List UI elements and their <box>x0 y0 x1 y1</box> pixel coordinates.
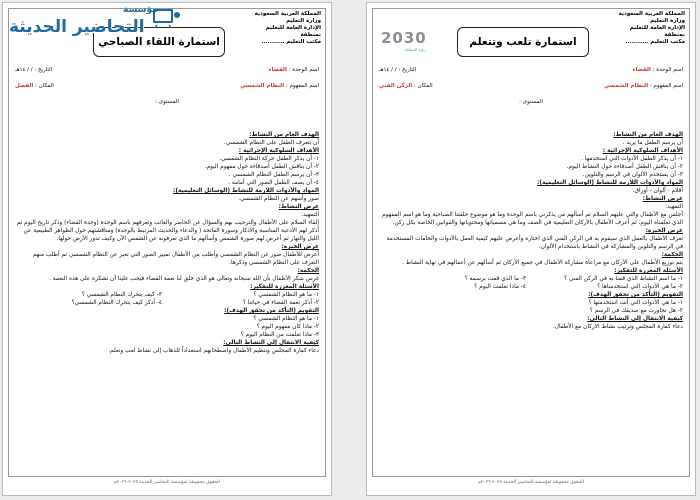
section-line: ٢- أن يناقش الطفل أصدقاءه حول النشاط اليوم. <box>566 164 683 170</box>
section-heading: الأسئلة المعززة للتفكير: <box>614 268 683 274</box>
header-line: الإدارة العامة للتعليم بمنطقة <box>265 25 321 38</box>
section-line: أن يرسم الطفل ما يريد . <box>622 140 683 146</box>
section-line: ١- أن يذكر الطفل الأدوات التي استخدمها . <box>581 156 683 162</box>
question-item: ٤- ماذا تعلمت اليوم ؟ <box>474 284 526 290</box>
section-heading: المواد والأدوات اللازمة للنشاط (الوسائل التعليمية): <box>537 180 683 186</box>
header-line: مكتب التعليم ........... <box>625 39 685 45</box>
section-line: أن يتعرف الطفل على النظام الشمسي. <box>223 140 319 146</box>
header-line: المملكة العربية السعودية <box>254 11 321 17</box>
section-heading: الهدف العام من النشاط: <box>613 132 683 138</box>
section-line: ٣- أن يرسم الطفل النظام الشمسي . <box>228 172 319 178</box>
section-line: إلقاء السلام على الأطفال والترحيب بهم والسؤال عن الحاضر والغائب وتعرفهم باسم الوحدة (وحدة القضاء) وذكر تاريخ اليوم ثم أذكر لهم الأدعية المناسبة والأذكار وسورة الفاتحة ( والدعاء والحديث المرتبط بالوحدة) ومناقشتهم حول الظواهر الطبيعية عن الليل والنهار ثم أعرض لهم صورة الشمس وأسألهم ما الذي تعرفونه عن الشمس الآن وكيف تدور الأرض حولها. <box>16 220 319 242</box>
question-item: ١- ما هو النظام الشمسي ؟ <box>253 292 319 298</box>
center-label: المكان : <box>413 83 433 89</box>
section-line: أجلس مع الأطفال والتي عليهم السلام ثم أسألهم من يذكرني باسم الوحدة وما هو موضوع حلقتنا الصباحية وما هو اسم المفهوم الذي تعلمناه اليوم، ثم أعرف الأطفال بالأركان التعليمية في الصف وما هي مسمياتها ومحتوياتها والقوانين الخاصة بكل ركن. <box>382 212 683 226</box>
header-line: الإدارة العامة للتعليم بمنطقة <box>629 25 685 38</box>
section-line: ١- ما هي الأدوات التي أنت استخدمتها ؟ <box>588 300 683 306</box>
meta-row-3 <box>379 99 683 105</box>
header-line: المملكة العربية السعودية <box>618 11 685 17</box>
date-field: التاريخ : / / ١٤هـ <box>15 67 53 73</box>
center-label: المكان : <box>35 83 54 89</box>
section-line: تعرف الأطفال بالعمل الذي سيقوم به في الركن الفني الذي اختاره وأعرض عليهم كيفية العمل بالأدوات والخامات المستخدمة في الرسم والتلوين والمشاركة في النشاط باستخدام الألوان. <box>386 236 683 250</box>
header-line: وزارة التعليم <box>286 18 321 24</box>
question-item: ٢- ما هي الأدوات التي استخدمناها ؟ <box>597 284 683 290</box>
lesson-body <box>15 131 319 455</box>
copyright-footer: الحقوق محفوظة لمؤسسة التحاضير الحديثة ٢٠٢٥-٢٠٢٦م <box>478 480 584 485</box>
watermark-main-text: التحاضير الحديثة <box>9 17 145 37</box>
meta-row-2 <box>379 83 683 89</box>
unit-label: اسم الوحدة : <box>288 67 319 73</box>
section-line: أقلام - ألوان - أوراق. <box>632 188 683 194</box>
unit-value: القضاء <box>632 67 651 73</box>
section-line: غرس شكر الأطفال بأن الله سبحانه وتعالى هو الذي خلق لنا نعمة القضاء فيجب علينا أن نشكره على هذه النعمة . <box>49 276 319 282</box>
meta-row-1 <box>15 67 319 73</box>
section-line: ٢- هل تحاورت مع صديقك في الرسم ؟ <box>589 308 683 314</box>
ministry-header <box>251 11 321 46</box>
section-heading: الحكمة: <box>661 252 683 258</box>
section-line: ٣- أن يستخدم الألوان في الرسم والتلوين. <box>582 172 683 178</box>
question-column <box>536 275 683 291</box>
meta-row-3 <box>15 99 319 105</box>
section-line: صور وأسهم عن النظام الشمسي. <box>238 196 319 202</box>
concept-label: اسم المفهوم : <box>649 83 683 89</box>
section-heading: الأهداف السلوكية الإجرائية : <box>238 148 319 154</box>
publisher-watermark <box>3 3 185 47</box>
ministry-header <box>615 11 685 46</box>
meta-row-2 <box>15 83 319 89</box>
section-heading: الأسئلة المعززة للتفكير: <box>250 284 319 290</box>
section-heading: الهدف العام من النشاط: <box>249 132 319 138</box>
question-item: ٣- كيف يتحرك النظام الشمسي ؟ <box>81 292 162 298</box>
form-title: استمارة تلعب وتتعلم <box>457 27 589 57</box>
level-field: المستوى : <box>519 99 543 105</box>
meta-row-1 <box>379 67 683 73</box>
unit-value: القضاء <box>268 67 287 73</box>
center-value: الركن الفني <box>379 83 413 89</box>
section-heading: المواد والأدوات اللازمة للنشاط (الوسائل التعليمية): <box>173 188 319 194</box>
concept-label: اسم المفهوم : <box>285 83 319 89</box>
copyright-footer: الحقوق محفوظة لمؤسسة التحاضير الحديثة ٢٠٢٥-٢٠٢٦م <box>114 480 220 485</box>
lesson-body <box>379 131 683 455</box>
document-page-left <box>2 2 332 496</box>
question-column <box>379 275 526 291</box>
level-field: المستوى : <box>155 99 179 105</box>
question-columns <box>15 291 319 307</box>
section-heading: التقويم (التأكد من تحقق الهدف): <box>224 308 319 314</box>
section-line: ٢- أن يناقش الطفل أصدقاءه حول مفهوم اليوم. <box>204 164 319 170</box>
section-line: دعاء كفارة المجلس وتنظيم الأطفال واصطحابهم استعداداً للذهاب إلى نشاط لعب وتعلم. <box>108 348 319 354</box>
question-columns <box>379 275 683 291</box>
header-line: مكتب التعليم ........... <box>261 39 321 45</box>
date-field: التاريخ : / / ١٤هـ <box>379 67 417 73</box>
section-line: دعاء كفارة المجلس وترتيب نشاط الأركان مع الأطفال. <box>552 324 683 330</box>
section-line: يتم توزيع الأطفال على الأركان مع مراعاة مشاركة الأطفال في جميع الأركان ثم أسألهم عن أعمالهم في نهاية النشاط . <box>402 260 683 266</box>
form-title: استمارة اللقاء الصباحي <box>93 27 225 57</box>
vision-2030-logo <box>381 29 449 55</box>
section-line: ٣- ماذا تعلمت من النظام اليوم ؟ <box>240 332 319 338</box>
concept-value: النظام الشمسي <box>240 83 285 89</box>
logo-subtitle: رؤية المملكة <box>404 47 426 52</box>
unit-label: اسم الوحدة : <box>652 67 683 73</box>
section-heading: الحكمة: <box>297 268 319 274</box>
section-heading: كيفية الانتقال إلى النشاط التالي: <box>223 340 319 346</box>
section-line: أعرض للأطفال صور عن النظام الشمسي وأطلب من الأطفال تمييز الصور التي تعبر عن النظام الشمسي ثم أطلب منهم التعرف على النظام الشمسي وذكرها. <box>32 252 319 266</box>
concept-value: النظام الشمسي <box>604 83 649 89</box>
section-line: التمهيد: <box>301 212 319 218</box>
section-line: ١- أن يذكر الطفل حركة النظام الشمسي. <box>219 156 319 162</box>
question-item: ٢- أذكر نعمة القضاء في حياتنا ؟ <box>242 300 319 306</box>
question-item: ٤- أذكر كيف يتحرك النظام الشمسي؟ <box>71 300 162 306</box>
question-item: ٣- ما الذي قمت برسمه ؟ <box>464 276 526 282</box>
section-heading: عرض الخبرة: <box>645 228 683 234</box>
question-column <box>172 291 319 307</box>
section-heading: الأهداف السلوكية الإجرائية : <box>602 148 683 154</box>
question-item: ١- ما اسم النشاط الذي قمنا به في الركن الفني ؟ <box>564 276 683 282</box>
section-line: ٢- ماذا كان مفهوم اليوم ؟ <box>256 324 319 330</box>
section-heading: عرض النشاط: <box>642 196 683 202</box>
section-heading: عرض الخبرة: <box>281 244 319 250</box>
section-heading: كيفية الانتقال إلى النشاط التالي: <box>587 316 683 322</box>
section-line: ١- ما هو النظام الشمسي ؟ <box>253 316 319 322</box>
section-heading: التقويم (التأكد من تحقق الهدف): <box>588 292 683 298</box>
document-page-right <box>366 2 696 496</box>
section-heading: عرض النشاط: <box>278 204 319 210</box>
logo-number: 2030 <box>381 29 427 47</box>
section-line: ٤- أن يصف الطفل الصور التي أمامه . <box>228 180 319 186</box>
question-column <box>15 291 162 307</box>
center-value: الفصل <box>15 83 34 89</box>
section-line: التمهيد: <box>665 204 683 210</box>
watermark-top-text: مؤسسة <box>123 5 158 15</box>
header-line: وزارة التعليم <box>650 18 685 24</box>
